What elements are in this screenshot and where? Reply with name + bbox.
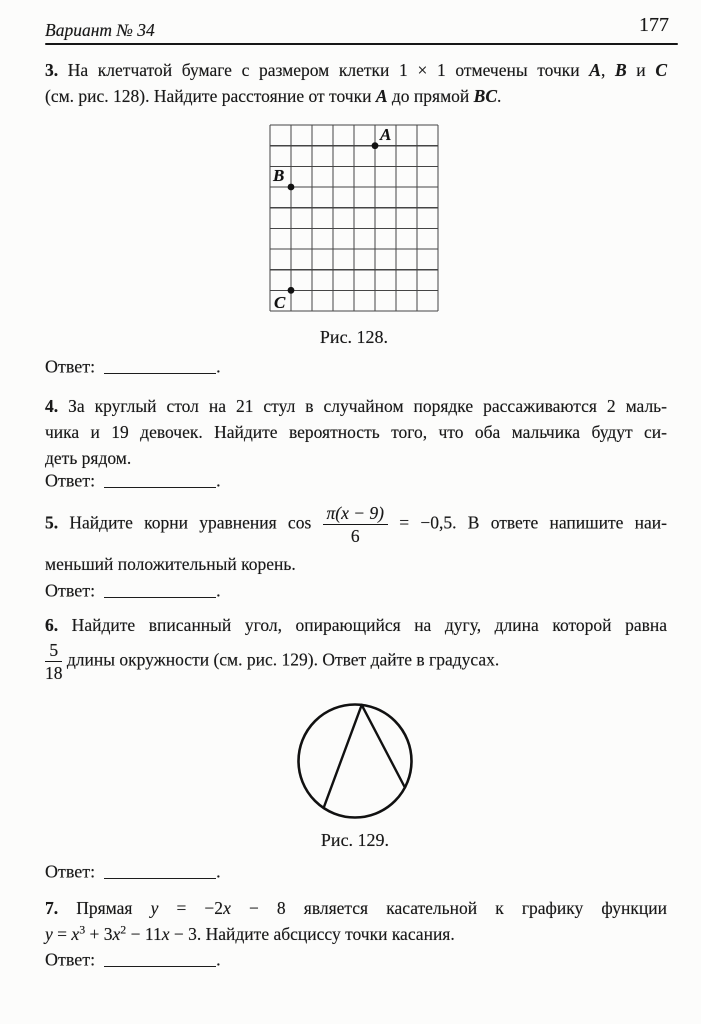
exponent-3: 3 (79, 922, 86, 937)
problem-7-text-1: Прямая (58, 898, 151, 918)
answer-line-3 (45, 580, 221, 601)
problem-3-text: На клетчатой бумаге с размером клетки 1 × 1 отмечены точки (58, 60, 590, 80)
problem-6-text-2: длины окружности (см. рис. 129). Ответ дайте в градусах. (62, 649, 500, 670)
problem-5-text-1: Найдите корни уравнения cos (58, 512, 323, 533)
period: . (216, 470, 221, 491)
fraction-pi-x-9-over-6 (323, 503, 389, 546)
problem-7-line-1 (45, 895, 667, 921)
problem-7-text-6: − 3. Найдите абсциссу точки касания. (169, 924, 455, 944)
figure-128-caption: Рис. 128. (319, 327, 389, 347)
point-b-label: B (273, 166, 285, 185)
answer-line-5 (45, 949, 221, 970)
period: . (497, 86, 502, 106)
problem-5-text-2: = −0,5. В ответе напишите наи- (388, 512, 667, 533)
answer-line-2 (45, 470, 221, 491)
period: . (216, 580, 221, 601)
var-x: x (112, 924, 121, 944)
chord-right (362, 705, 405, 788)
problem-6-fraction-line (45, 640, 667, 683)
problem-5-line-2: меньший положительный корень. (45, 554, 296, 574)
answer-label: Ответ: (45, 861, 96, 882)
header-rule (45, 43, 678, 45)
page-number: 177 (639, 14, 669, 36)
var-y: y (150, 898, 159, 918)
answer-label: Ответ: (45, 470, 96, 491)
period: . (216, 861, 221, 882)
conjunction: и (626, 60, 656, 80)
problem-5-formula-line (45, 503, 667, 546)
var-x: x (71, 924, 80, 944)
answer-line-4 (45, 861, 221, 882)
problem-4-line-1 (45, 393, 667, 419)
point-c-label: C (274, 293, 286, 312)
point-a-ref: A (375, 86, 388, 106)
problem-number: 3. (45, 60, 59, 80)
answer-blank (104, 472, 216, 488)
problem-7-text-2: = −2 (158, 898, 224, 918)
problem-7-text-4: + 3 (85, 924, 113, 944)
problem-3-line-1 (45, 57, 667, 83)
equals: = (52, 924, 72, 944)
problem-6-line-2 (45, 640, 667, 683)
grid-figure (269, 124, 439, 312)
problem-4-line-3: деть рядом. (45, 448, 132, 468)
fraction-numerator: 5 (45, 640, 62, 662)
figure-129-caption: Рис. 129. (320, 830, 390, 850)
fraction-numerator: π(x − 9) (323, 503, 389, 525)
chord-left (324, 705, 362, 808)
fraction-denominator: 18 (45, 663, 63, 684)
point-c-ref: C (655, 60, 667, 80)
point-a-ref: A (589, 60, 601, 80)
circle-figure (293, 700, 417, 822)
problem-number: 4. (45, 396, 59, 416)
problem-4-text-1: За круглый стол на 21 стул в случайном порядке рассаживаются 2 маль- (58, 396, 667, 416)
problem-7-text-5: − 11 (126, 924, 162, 944)
point-a-label: A (380, 125, 392, 144)
problem-6-text-1: Найдите вписанный угол, опирающийся на дугу, длина которой равна (58, 615, 667, 635)
problem-3-line-2 (45, 83, 667, 109)
answer-blank (104, 951, 216, 967)
problem-4 (45, 393, 667, 471)
var-x: x (161, 924, 170, 944)
answer-blank (104, 358, 216, 374)
answer-label: Ответ: (45, 580, 96, 601)
exponent-2: 2 (120, 922, 127, 937)
fraction-5-over-18 (45, 640, 63, 683)
answer-label: Ответ: (45, 949, 96, 970)
point-b-dot (288, 184, 295, 191)
problem-number: 5. (45, 512, 59, 533)
problem-3-text-3: до прямой (387, 86, 474, 106)
problem-7-text-3: − 8 является касательной к графику функции (230, 898, 667, 918)
problem-number: 6. (45, 615, 59, 635)
problem-6-line-1 (45, 612, 667, 638)
problem-5 (45, 503, 667, 546)
answer-blank (104, 582, 216, 598)
point-c-dot (288, 287, 295, 294)
line-bc-ref: BC (473, 86, 498, 106)
problem-number: 7. (45, 898, 59, 918)
period: . (216, 949, 221, 970)
var-y: y (45, 924, 53, 944)
problem-7 (45, 895, 667, 947)
problem-4-line-2: чика и 19 девочек. Найдите вероятность того, что оба мальчика будут си- (45, 422, 667, 442)
variant-header: Вариант № 34 (45, 20, 155, 40)
answer-label: Ответ: (45, 356, 96, 377)
point-b-ref: B (614, 60, 627, 80)
period: . (216, 356, 221, 377)
answer-line-1 (45, 356, 221, 377)
fraction-denominator: 6 (350, 526, 360, 547)
answer-blank (104, 863, 216, 879)
var-x: x (223, 898, 231, 918)
problem-3 (45, 57, 667, 109)
separator: , (600, 60, 615, 80)
point-a-dot (372, 142, 379, 149)
problem-7-line-2 (45, 921, 667, 947)
problem-3-text-2: (см. рис. 128). Найдите расстояние от точки (45, 86, 376, 106)
